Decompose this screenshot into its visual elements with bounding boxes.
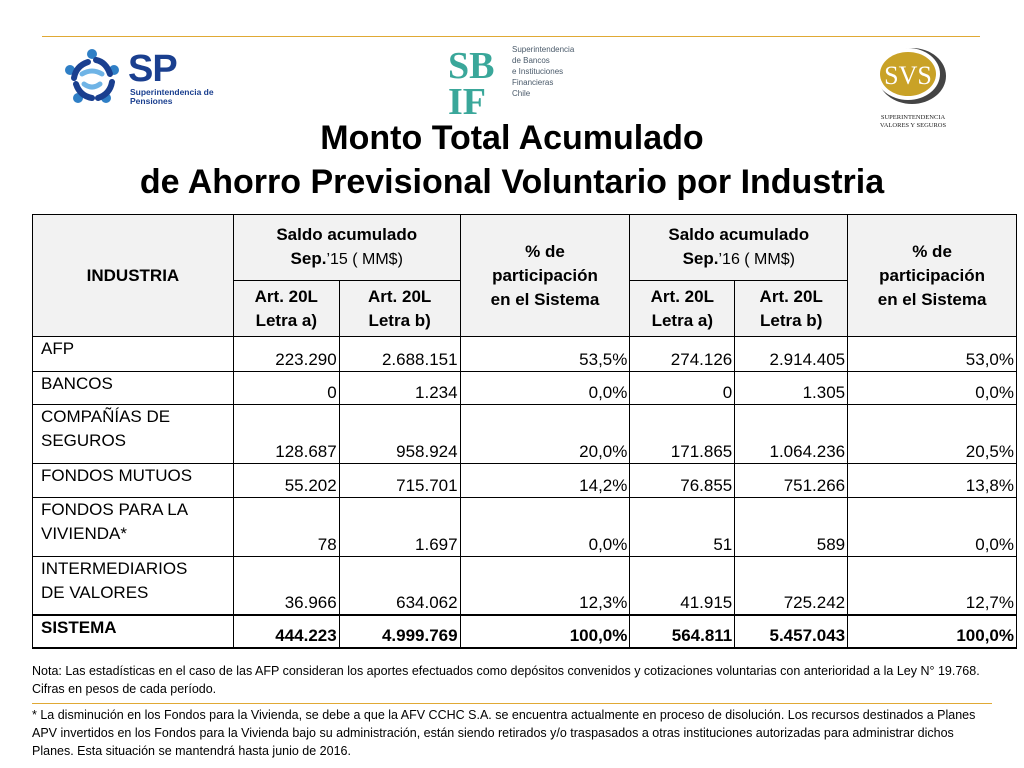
svg-text:SVS: SVS — [884, 61, 932, 90]
cell-b16: 1.064.236 — [735, 405, 848, 464]
cell-p15: 20,0% — [460, 405, 630, 464]
header-saldo-2016-line-1: Saldo acumulado — [668, 225, 810, 244]
svg-text:IF: IF — [448, 81, 486, 116]
header-art20l-a-2015: Art. 20L Letra a) — [233, 281, 339, 337]
cell-b15: 1.234 — [339, 372, 460, 405]
cell-b16: 589 — [735, 498, 848, 557]
sp-logo-mark: SP — [128, 48, 177, 90]
total-a16: 564.811 — [630, 615, 735, 648]
row-industry: BANCOS — [33, 372, 234, 405]
total-row — [33, 615, 1017, 648]
header-art20l-b-2015: Art. 20L Letra b) — [339, 281, 460, 337]
table-row — [33, 372, 1017, 405]
total-p16: 100,0% — [848, 615, 1017, 648]
cell-b15: 2.688.151 — [339, 337, 460, 372]
table-row — [33, 337, 1017, 372]
svs-caption-line-2: VALORES Y SEGUROS — [879, 122, 947, 129]
page-title — [0, 116, 1024, 204]
cell-a16: 171.865 — [630, 405, 735, 464]
cell-a15: 128.687 — [233, 405, 339, 464]
sp-logo — [58, 44, 218, 112]
header-industria: INDUSTRIA — [33, 215, 234, 337]
total-b15: 4.999.769 — [339, 615, 460, 648]
header-saldo-2016 — [630, 215, 848, 281]
sbif-logo-text — [512, 44, 592, 99]
sbif-line-1: Superintendencia — [512, 45, 575, 54]
table-row — [33, 405, 1017, 464]
cell-a15: 223.290 — [233, 337, 339, 372]
cell-p16: 53,0% — [848, 337, 1017, 372]
cell-b16: 2.914.405 — [735, 337, 848, 372]
sbif-mark-top: SB — [448, 45, 495, 87]
cell-p16: 20,5% — [848, 405, 1017, 464]
title-line-2: de Ahorro Previsional Voluntario por Industria — [139, 163, 885, 201]
row-industry: COMPAÑÍAS DE SEGUROS — [33, 405, 234, 464]
header-saldo-2016-line-2: Sep.’16 ( MM$) — [682, 249, 795, 268]
sbif-mark — [446, 44, 508, 116]
sbif-line-5: Chile — [512, 89, 531, 98]
cell-p15: 53,5% — [460, 337, 630, 372]
table-row — [33, 498, 1017, 557]
cell-b16: 1.305 — [735, 372, 848, 405]
cell-p15: 0,0% — [460, 498, 630, 557]
row-industry: INTERMEDIARIOS DE VALORES — [33, 557, 234, 615]
cell-p15: 12,3% — [460, 557, 630, 615]
row-industry: FONDOS PARA LA VIVIENDA* — [33, 498, 234, 557]
header-pct-2016: % de participación en el Sistema — [848, 215, 1017, 337]
note-vivienda: * La disminución en los Fondos para la Vivienda, se debe a que la AFV CCHC S.A. se encuentra actualmente en proceso de disolución. Los recursos destinados a Planes APV invertidos en los Fondos para la Vivienda bajo su administración, están siendo retirados y/o traspasados a otras instituciones autorizadas para administrar dichos Planes. Esta situación se mantendrá hasta junio de 2016. — [32, 708, 976, 758]
sbif-line-2: de Bancos — [512, 56, 550, 65]
cell-p16: 12,7% — [848, 557, 1017, 615]
cell-b16: 751.266 — [735, 464, 848, 498]
cell-b15: 1.697 — [339, 498, 460, 557]
cell-a16: 51 — [630, 498, 735, 557]
apv-table — [32, 214, 1017, 649]
total-a15: 444.223 — [233, 615, 339, 648]
total-p15: 100,0% — [460, 615, 630, 648]
header-saldo-2015-line-1: Saldo acumulado — [276, 225, 418, 244]
note-afp: Nota: Las estadísticas en el caso de las AFP consideran los aportes efectuados como depósitos convenidos y cotizaciones voluntarias con anterioridad a la Ley N° 19.768. Cifras en pesos de cada período. — [32, 664, 980, 696]
cell-a15: 0 — [233, 372, 339, 405]
header-art20l-b-2016: Art. 20L Letra b) — [735, 281, 848, 337]
note-divider — [32, 703, 992, 704]
cell-a16: 274.126 — [630, 337, 735, 372]
cell-a16: 76.855 — [630, 464, 735, 498]
row-industry: FONDOS MUTUOS — [33, 464, 234, 498]
header-pct-2015: % de participación en el Sistema — [460, 215, 630, 337]
header-art20l-a-2016: Art. 20L Letra a) — [630, 281, 735, 337]
cell-b16: 725.242 — [735, 557, 848, 615]
cell-p15: 0,0% — [460, 372, 630, 405]
cell-a16: 0 — [630, 372, 735, 405]
table-row — [33, 557, 1017, 615]
cell-a15: 55.202 — [233, 464, 339, 498]
sp-people-icon — [58, 44, 126, 112]
total-b16: 5.457.043 — [735, 615, 848, 648]
cell-b15: 715.701 — [339, 464, 460, 498]
sp-logo-name: Superintendencia de Pensiones — [130, 87, 214, 106]
cell-p16: 0,0% — [848, 498, 1017, 557]
table-row — [33, 464, 1017, 498]
title-line-1: Monto Total Acumulado — [320, 119, 704, 157]
cell-a16: 41.915 — [630, 557, 735, 615]
cell-a15: 78 — [233, 498, 339, 557]
sbif-line-4: Financieras — [512, 78, 554, 87]
top-rule — [42, 36, 980, 37]
cell-b15: 958.924 — [339, 405, 460, 464]
cell-b15: 634.062 — [339, 557, 460, 615]
cell-a15: 36.966 — [233, 557, 339, 615]
sbif-line-3: e Instituciones — [512, 67, 564, 76]
header-saldo-2015-line-2: Sep.’15 ( MM$) — [290, 249, 403, 268]
sbif-logo — [446, 44, 586, 116]
row-industry: AFP — [33, 337, 234, 372]
total-label: SISTEMA — [33, 615, 234, 648]
header-saldo-2015 — [233, 215, 460, 281]
cell-p16: 0,0% — [848, 372, 1017, 405]
svs-seal-icon — [868, 44, 958, 112]
cell-p16: 13,8% — [848, 464, 1017, 498]
cell-p15: 14,2% — [460, 464, 630, 498]
svs-caption-line-1: SUPERINTENDENCIA — [880, 114, 946, 121]
